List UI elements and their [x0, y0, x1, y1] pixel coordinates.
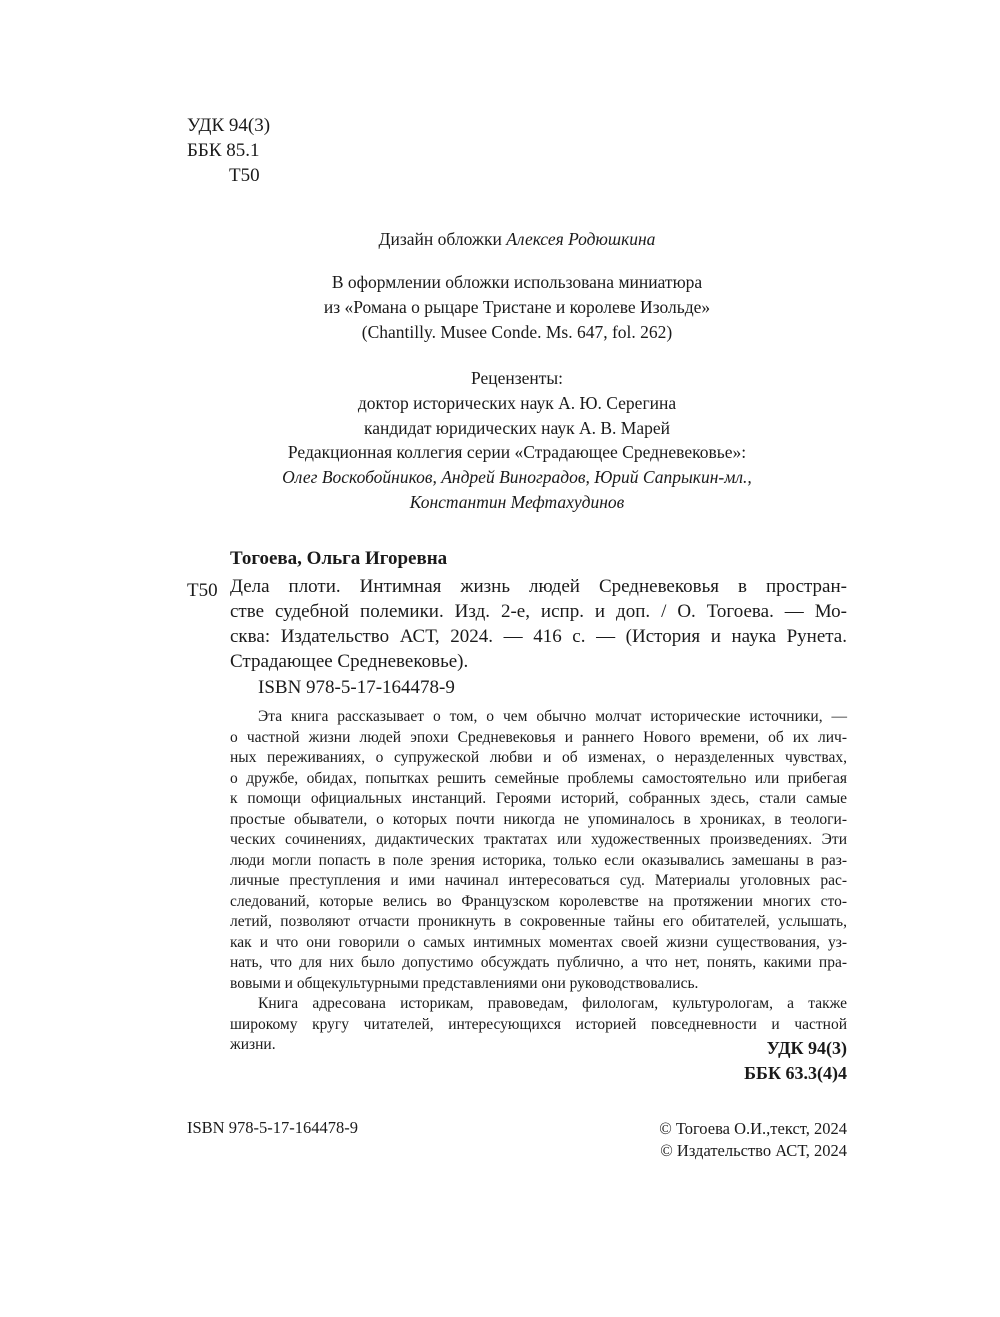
author-mark: Т50 — [229, 165, 260, 186]
annotation-line: простые обыватели, о которых почти никогда не упоминалось в хрониках, в теологи- — [230, 810, 847, 828]
miniature-line: В оформлении обложки использована миниатюра — [331, 272, 703, 292]
reviewer-line: доктор исторических наук А. Ю. Серегина — [357, 393, 677, 413]
entry-line: стве судебной полемики. Изд. 2-е, испр. и доп. / О. Тогоева. — Мо- — [230, 601, 847, 622]
annotation-line: следований, которые велись во Французском королевстве на протяжении многих сто- — [230, 892, 847, 910]
copyright-block — [600, 1118, 847, 1162]
copyright-line: © Издательство АСТ, 2024 — [660, 1141, 847, 1160]
reviewer-line: кандидат юридических наук А. В. Марей — [364, 418, 670, 438]
annotation-line: летий, позволяют отчасти проникнуть в сокровенные тайны его обитателей, услышать, — [230, 913, 847, 930]
annotation — [230, 707, 847, 1056]
editorial-title: Редакционная коллегия серии «Страдающее Средневековье»: — [287, 442, 747, 462]
catalog-isbn: ISBN 978-5-17-164478-9 — [258, 677, 455, 698]
bbk-code: ББК 85.1 — [187, 140, 260, 161]
cover-design-credit — [187, 227, 847, 252]
cover-design-prefix: Дизайн обложки — [378, 229, 502, 249]
reviewers-block — [187, 366, 847, 441]
reviewers-title: Рецензенты: — [470, 368, 564, 388]
annotation-line: широкому кругу читателей, интересующихся историей повседневности и частной — [230, 1015, 847, 1033]
annotation-line: Книга адресована историкам, правоведам, филологам, культурологам, а также — [258, 995, 847, 1012]
bbk-code: ББК 63.3(4)4 — [744, 1063, 847, 1083]
annotation-line: люди могли попасть в поле зрения историка, только если оказывались замешаны в раз- — [230, 851, 847, 869]
catalog-author: Тогоева, Ольга Игоревна — [230, 548, 448, 569]
classification-codes-bottom — [660, 1036, 847, 1086]
footer-isbn: ISBN 978-5-17-164478-9 — [187, 1118, 358, 1137]
classification-codes-top — [187, 113, 270, 188]
miniature-line: (Chantilly. Musee Conde. Ms. 647, fol. 262) — [361, 322, 673, 342]
editorial-names: Константин Мефтахудинов — [409, 492, 625, 512]
annotation-line: как и что они говорили о самых интимных моментах своей жизни существования, уз- — [230, 933, 847, 951]
editorial-board — [187, 440, 847, 515]
catalog-mark: Т50 — [187, 580, 218, 601]
catalog-entry — [230, 574, 847, 674]
editorial-names: Олег Воскобойников, Андрей Виноградов, Юрий Сапрыкин-мл., — [282, 467, 752, 487]
udk-code: УДК 94(3) — [766, 1038, 847, 1058]
cover-miniature-note — [187, 270, 847, 345]
annotation-line: о дружбе, обидах, попытках решить семейные проблемы самостоятельно или прибегая — [230, 769, 847, 787]
annotation-line: нать, что для них было допустимо обсуждать публично, а что нет, понять, какими пра- — [230, 954, 847, 971]
entry-line: сква: Издательство АСТ, 2024. — 416 с. — (История и наука Рунета. — [230, 626, 847, 647]
annotation-line: личные преступления и ими начинал интересоваться суд. Материалы уголовных рас- — [230, 872, 847, 889]
cover-designer-name: Алексея Родюшкина — [506, 229, 656, 249]
annotation-line: ческих сочинениях, дидактических трактатах или художественных произведениях. Эти — [230, 831, 847, 848]
annotation-line: Эта книга рассказывает о том, о чем обычно молчат исторические источники, — — [258, 708, 847, 725]
entry-line: Страдающее Средневековье). — [230, 651, 469, 672]
annotation-line: жизни. — [230, 1036, 276, 1053]
udk-code: УДК 94(3) — [187, 115, 271, 136]
miniature-line: из «Романа о рыцаре Тристане и королеве Изольде» — [323, 297, 711, 317]
copyright-line: © Тогоева О.И.,текст, 2024 — [659, 1119, 847, 1138]
annotation-line: о частной жизни людей эпохи Средневековья и раннего Нового времени, об их лич- — [230, 728, 847, 746]
annotation-line: к помощи официальных инстанций. Героями историй, собранных здесь, стали самые — [230, 790, 847, 807]
annotation-line: ных переживаниях, о супружеской любви и об изменах, о неразделенных чувствах, — [230, 749, 847, 766]
annotation-line: вовыми и общекультурными представлениями они руководствовались. — [230, 974, 699, 992]
entry-line: Дела плоти. Интимная жизнь людей Средневековья в простран- — [230, 576, 847, 597]
